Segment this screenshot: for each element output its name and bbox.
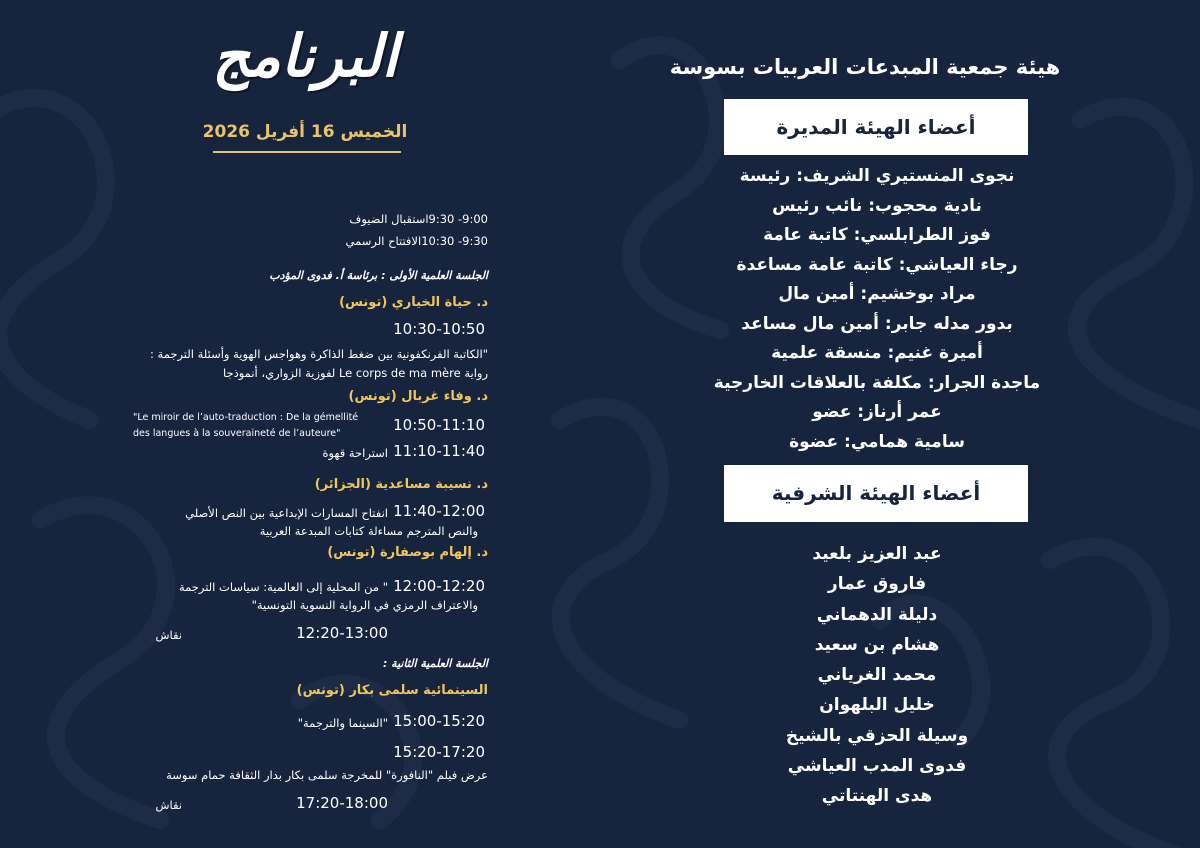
time-slot-2: 10:50-11:10: [393, 416, 485, 434]
honorary-member: محمد الغرياني: [817, 665, 937, 686]
board-member: رجاء العياشي: كاتبة عامة مساعدة: [736, 254, 1018, 275]
board-member: سامية همامي: عضوة: [789, 431, 965, 452]
program-date: الخميس 16 أفريل 2026: [202, 122, 408, 142]
honorary-members-header: أعضاء الهيئة الشرفية: [724, 465, 1028, 522]
speaker-3: د. نسيبة مساعدية (الجزائر): [314, 477, 488, 492]
opening-item-welcome: 9:00- 9:30استقبال الضيوف: [349, 212, 488, 226]
talk-4-line-1: " من المحلية إلى العالمية: سياسات الترجمة: [178, 580, 388, 594]
speaker-1: د. حياة الخياري (تونس): [339, 295, 488, 310]
board-member: ماجدة الجرار: مكلفة بالعلاقات الخارجية: [713, 372, 1041, 393]
speaker-5: السينمائية سلمى بكار (تونس): [296, 683, 488, 698]
talk-3-line-1: انفتاح المسارات الإبداعية بين النص الأصلي: [185, 506, 388, 520]
time-slot-discussion-1: 12:20-13:00: [296, 624, 388, 642]
honorary-member: فدوى المدب العياشي: [787, 756, 967, 777]
talk-4-line-2: والاعتراف الرمزي في الرواية النسوية التونسية": [251, 598, 478, 612]
honorary-member: هشام بن سعيد: [814, 634, 940, 655]
time-slot-6: 15:20-17:20: [393, 743, 485, 761]
board-members-header: أعضاء الهيئة المديرة: [724, 99, 1028, 155]
board-member: عمر أرناز: عضو: [812, 402, 942, 422]
discussion-label-2: نقاش: [155, 798, 182, 812]
honorary-members-list: [700, 539, 1054, 812]
speaker-4: د. إلهام بوصفارة (تونس): [327, 545, 488, 560]
honorary-member: دليلة الدهماني: [816, 604, 938, 625]
board-member: فوز الطرابلسي: كاتبة عامة: [763, 225, 991, 245]
board-member: نادية محجوب: نائب رئيس: [772, 195, 982, 216]
board-member: بدور مدله جابر: أمين مال مساعد: [741, 313, 1013, 334]
talk-2-line-2: des langues à la souveraineté de l’auteure": [133, 428, 341, 439]
program-title: البرنامج: [212, 22, 398, 90]
session2-title: الجلسة العلمية الثانية :: [382, 657, 488, 670]
board-member: أميرة غنيم: منسقة علمية: [771, 343, 983, 363]
talk-5: "السينما والترجمة": [297, 716, 388, 730]
time-slot-discussion-2: 17:20-18:00: [296, 794, 388, 812]
honorary-member: خليل البلهوان: [819, 695, 935, 716]
time-slot-4: 12:00-12:20: [393, 577, 485, 595]
talk-6: عرض فيلم "النافورة" للمخرجة سلمى بكار بدار الثقافة حمام سوسة: [166, 768, 488, 782]
opening-item-official: 9:30- 10:30الافتتاح الرسمي: [345, 234, 488, 248]
honorary-member: فاروق عمار: [827, 574, 927, 595]
time-slot-1: 10:30-10:50: [393, 320, 485, 338]
board-member: نجوى المنستيري الشريف: رئيسة: [739, 166, 1015, 186]
board-member: مراد بوخشيم: أمين مال: [778, 284, 976, 304]
date-underline-divider: [213, 151, 401, 153]
honorary-member: هدى الهنتاتي: [821, 786, 933, 807]
board-members-list: [700, 162, 1054, 457]
honorary-member: عبد العزيز بلعيد: [812, 544, 942, 564]
talk-1-line-1: "الكاتبة الفرنكفونية بين ضغط الذاكرة وهواجس الهوية وأسئلة الترجمة :: [150, 347, 488, 361]
talk-3-line-2: والنص المترجم مساءلة كتابات المبدعة العربية: [259, 524, 478, 538]
coffee-break-label: استراحة قهوة: [322, 446, 388, 460]
session1-title: الجلسة العلمية الأولى : برئاسة أ. فدوى المؤدب: [269, 269, 488, 282]
talk-1-line-2: رواية Le corps de ma mère لفوزية الزواري، أنموذجا: [223, 366, 488, 380]
time-slot-break: 11:10-11:40: [393, 442, 485, 460]
time-slot-5: 15:00-15:20: [393, 712, 485, 730]
discussion-label-1: نقاش: [155, 628, 182, 642]
speaker-2: د. وفاء غربال (تونس): [348, 389, 488, 404]
honorary-member: وسيلة الحزقي بالشيخ: [785, 725, 969, 746]
organization-title: هيئة جمعية المبدعات العربيات بسوسة: [669, 55, 1061, 79]
talk-2-line-1: "Le miroir de l’auto-traduction : De la gémellité: [133, 412, 359, 423]
time-slot-3: 11:40-12:00: [393, 502, 485, 520]
